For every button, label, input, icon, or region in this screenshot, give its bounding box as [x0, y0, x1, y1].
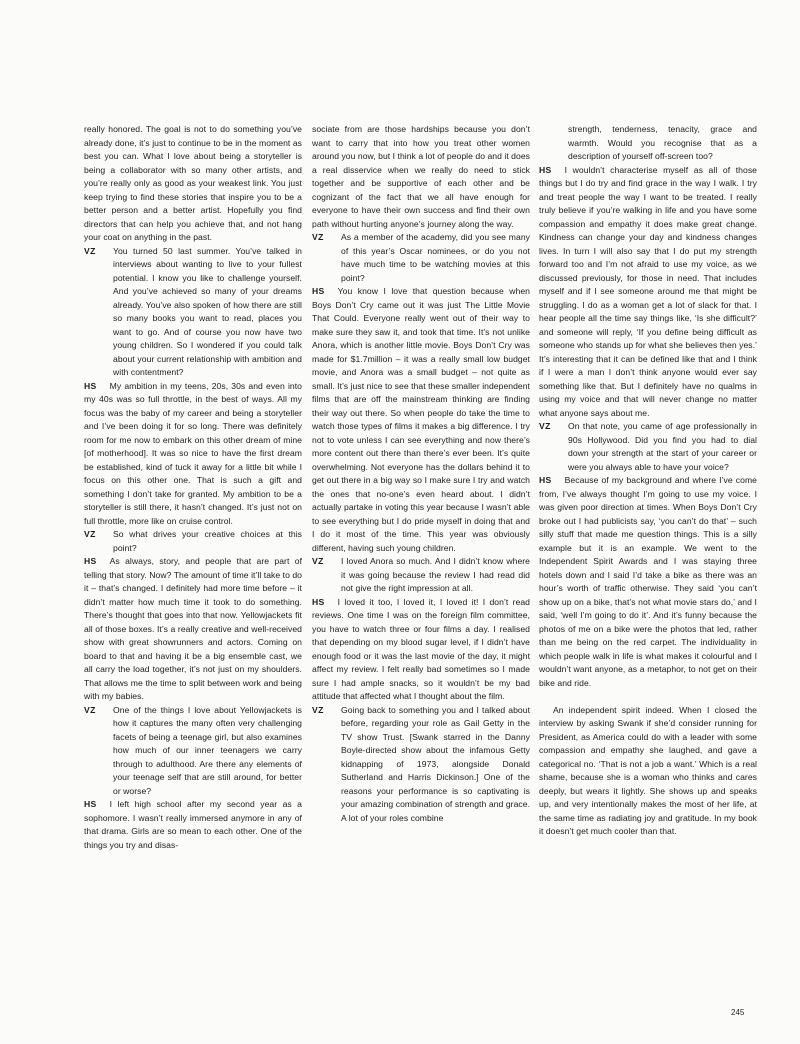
speaker-label: HS [312, 596, 325, 607]
speaker-label: HS [539, 164, 552, 175]
answer-text: As always, story, and people that are part of telling that story. Now? The amount of time it’ll take to do it – that’s changed. I definitely had more time before – it didn’t matter how much time it took to do something. There’s thought that goes into that now. Yellowjackets fit all of those boxes. It’s a really creative and well-received show with great showrunners and actors. Coming on board to that and having it be a big ensemble cast, we all carry the load together, it’s not just on my shoulders. That allows me the time to split between work and being with my babies. [84, 556, 302, 701]
speaker-label: VZ [84, 704, 96, 715]
question-text: strength, tenderness, tenacity, grace and warmth. Would you recognise that as a description of yourself off-screen too? [568, 124, 757, 161]
body-paragraph: sociate from are those hardships because you don’t want to carry that into how you treat other women around you now, but I think a lot of people do and it does a real disservice when we really do need to stick together and be supportive of each other and be cognizant of the fact that we all have enough for everyone to have their own success and find their own path without hurting anyone’s journey along the way. [312, 124, 530, 229]
interviewer-question [312, 555, 530, 596]
speaker-label: VZ [312, 704, 324, 715]
speaker-label: HS [84, 380, 97, 391]
interviewee-answer [84, 380, 302, 529]
interviewer-question-continued [539, 123, 757, 164]
interviewer-question [84, 245, 302, 380]
speaker-label: VZ [84, 529, 96, 539]
question-text: On that note, you came of age professionally in 90s Hollywood. Did you find you had to dial down your strength at the start of your career or were you always able to have your voice? [568, 421, 757, 472]
interviewee-answer [539, 474, 757, 690]
paragraph-gap [539, 690, 757, 704]
interviewee-answer [312, 285, 530, 555]
answer-text: I loved it too, I loved it, I loved it! I don’t read reviews. One time I was on the foreign film committee, you have to watch three or four films a day. I realised that depending on my blood sugar level, if I didn’t have enough food or it was the last movie of the day, it might affect my review. I felt really bad sometimes so I made sure I had ample snacks, so it wouldn’t be my bad attitude that affected what I thought about the film. [312, 596, 530, 701]
column-1 [84, 123, 302, 852]
column-3 [539, 123, 757, 839]
speaker-label: VZ [539, 421, 551, 431]
interviewer-question [84, 528, 302, 555]
interviewer-question [312, 704, 530, 826]
question-text: One of the things I love about Yellowjackets is how it captures the many often very challenging facets of being a teenage girl, but also examines how much of our inner teenagers we carry through to adulthood. Are there any elements of your teenage self that are still around, for better or worse? [113, 704, 302, 796]
interviewee-answer [84, 555, 302, 704]
page-number: 245 [731, 1008, 745, 1017]
speaker-label: VZ [84, 245, 96, 256]
answer-text: Because of my background and where I’ve come from, I’ve always thought I’m going to use my voice. I was given poor direction at times. When Boys Don’t Cry broke out I had publicists say, ‘you can’t do that’ – such silly stuff that made me question things. This is a silly example but it is an example. We went to the Independent Spirit Awards and I was staying three hotels down and I said I’d take a bike as there was an hour’s worth of traffic otherwise. They said ‘you can’t show up on a bike, that’s not what movie stars do,’ and I said, ‘well I’m going to do it’. And it’s funny because the photos of me on a bike were the photos that led, rather than me being on the red carpet. The individuality in which people walk in life is what makes it colourful and I wouldn’t want anyone, as a metaphor, to not get on their bike and ride. [539, 475, 757, 688]
interviewer-question [539, 420, 757, 474]
column-2 [312, 123, 530, 825]
question-text: Going back to something you and I talked about before, regarding your role as Gail Getty in the TV show Trust. [Swank starred in the Danny Boyle-directed show about the infamous Getty kidnapping of 1973, alongside Donald Sutherland and Harris Dickinson.] One of the reasons your performance is so captivating is your amazing combination of strength and grace. A lot of your roles combine [341, 704, 530, 823]
answer-text: I wouldn’t characterise myself as all of those things but I do try and find grace in the way I walk. I try and treat people the way I want to be treated. I really truly believe if you’re walking in life and you have some compassion and empathy it does make great change. Kindness can change your day and kindness changes lives. In turn I will also say that I do put my strength forward too and I’m not afraid to use my voice, as we discussed previously, for those in need. That includes myself and if I see someone around me that might be struggling. I do as a woman get a lot of slack for that. I hear people all the time say things like, ‘Is she difficult?’ and someone will reply, ‘If you define being difficult as someone who stands up for what she believes then yes.’ It’s interesting that it can be defined like that and I think if I were a man I don’t think anyone would ever say something like that. But I definitely have no qualms in using my voice and that will never change no matter what anyone says about me. [539, 164, 757, 418]
speaker-label: HS [84, 799, 97, 809]
question-text: As a member of the academy, did you see many of this year’s Oscar nominees, or do you not have much time to be watching movies at this point? [341, 232, 530, 283]
closing-paragraph: An independent spirit indeed. When I closed the interview by asking Swank if she’d consider running for President, as America could do with a leader with some compassion and empathy she laughed, and gave a categorical no. ‘That is not a job a want.’ Which is a real shame, because she is a woman who thinks and cares deeply, but wears it lightly. She shows up and speaks up, and very intentionally makes the most of her life, at the same time as radiating joy and gratitude. In my book it doesn’t get much cooler than that. [539, 704, 757, 836]
interviewee-answer [539, 164, 757, 421]
speaker-label: VZ [312, 556, 324, 566]
speaker-label: HS [84, 556, 97, 566]
answer-text: I left high school after my second year as a sophomore. I wasn’t really immersed anymore in any of that drama. Girls are so mean to each other. One of the things you try and disas- [84, 799, 302, 850]
body-paragraph: really honored. The goal is not to do something you’ve already done, it’s just to continue to be in the moment as best you can. What I love about being a storyteller is being a collaborator with so many other artists, and you’re really only as good as your weakest link. You just keep trying to find these stories that inspire you to be a better person and a better artist. Hopefully you find directors that can help you achieve that, and not hang your coat on anything in the past. [84, 124, 302, 242]
interviewee-answer [84, 798, 302, 852]
speaker-label: HS [539, 475, 552, 485]
question-text: I loved Anora so much. And I didn’t know where it was going because the review I had read did not give the right impression at all. [341, 556, 530, 593]
answer-text: You know I love that question because when Boys Don’t Cry came out it was just The Little Movie That Could. Everyone really went out of their way to make sure they saw it, and took that time. It’s not unlike Anora, which is another little movie. Boys Don’t Cry was made for $1.7million – it was a really small low budget movie, and Anora was a small budget – not quite as small. It’s just nice to see that these smaller independent films that are off the mainstream thinking are finding their way out there. So when people do take the time to watch those types of films it makes a big difference. I try not to vote unless I can see everything and now there’s more content out there than there’s ever been. It’s quite overwhelming. Not everyone has the dollars behind it to get out there in a big way so I make sure I try and watch the ones that no-one’s even heard about. I didn’t actually partake in voting this year because I wasn’t able to see everything but I do pride myself in doing that and I do it most of the time. This year was obviously different, having such young children. [312, 286, 530, 553]
question-text: So what drives your creative choices at this point? [113, 529, 302, 553]
speaker-label: HS [312, 286, 325, 296]
interviewee-answer [312, 596, 530, 704]
question-text: You turned 50 last summer. You’ve talked in interviews about wanting to live to your fullest potential. I know you like to challenge yourself. And you’ve achieved so many of your dreams already. You’ve also spoken of how there are still so many books you want to read, places you want to go. And of course you now have two young children. So I wondered if you could talk about your current relationship with ambition and with contentment? [113, 245, 302, 377]
interviewer-question [312, 231, 530, 285]
answer-text: My ambition in my teens, 20s, 30s and even into my 40s was so full throttle, in the best of ways. All my focus was the baby of my career and being a storyteller and I’ve been doing it for so long. There was definitely room for me now to embark on this other dream of mine [of motherhood]. It was so nice to have the first dream be established, kind of tuck it away for a little bit while I focus on this other one. That is such a gift and something I don’t take for granted. My ambition to be a storyteller is still there, it hasn’t changed. It’s just not on full throttle, more like on cruise control. [84, 380, 302, 526]
interviewer-question [84, 704, 302, 799]
speaker-label: VZ [312, 232, 324, 242]
